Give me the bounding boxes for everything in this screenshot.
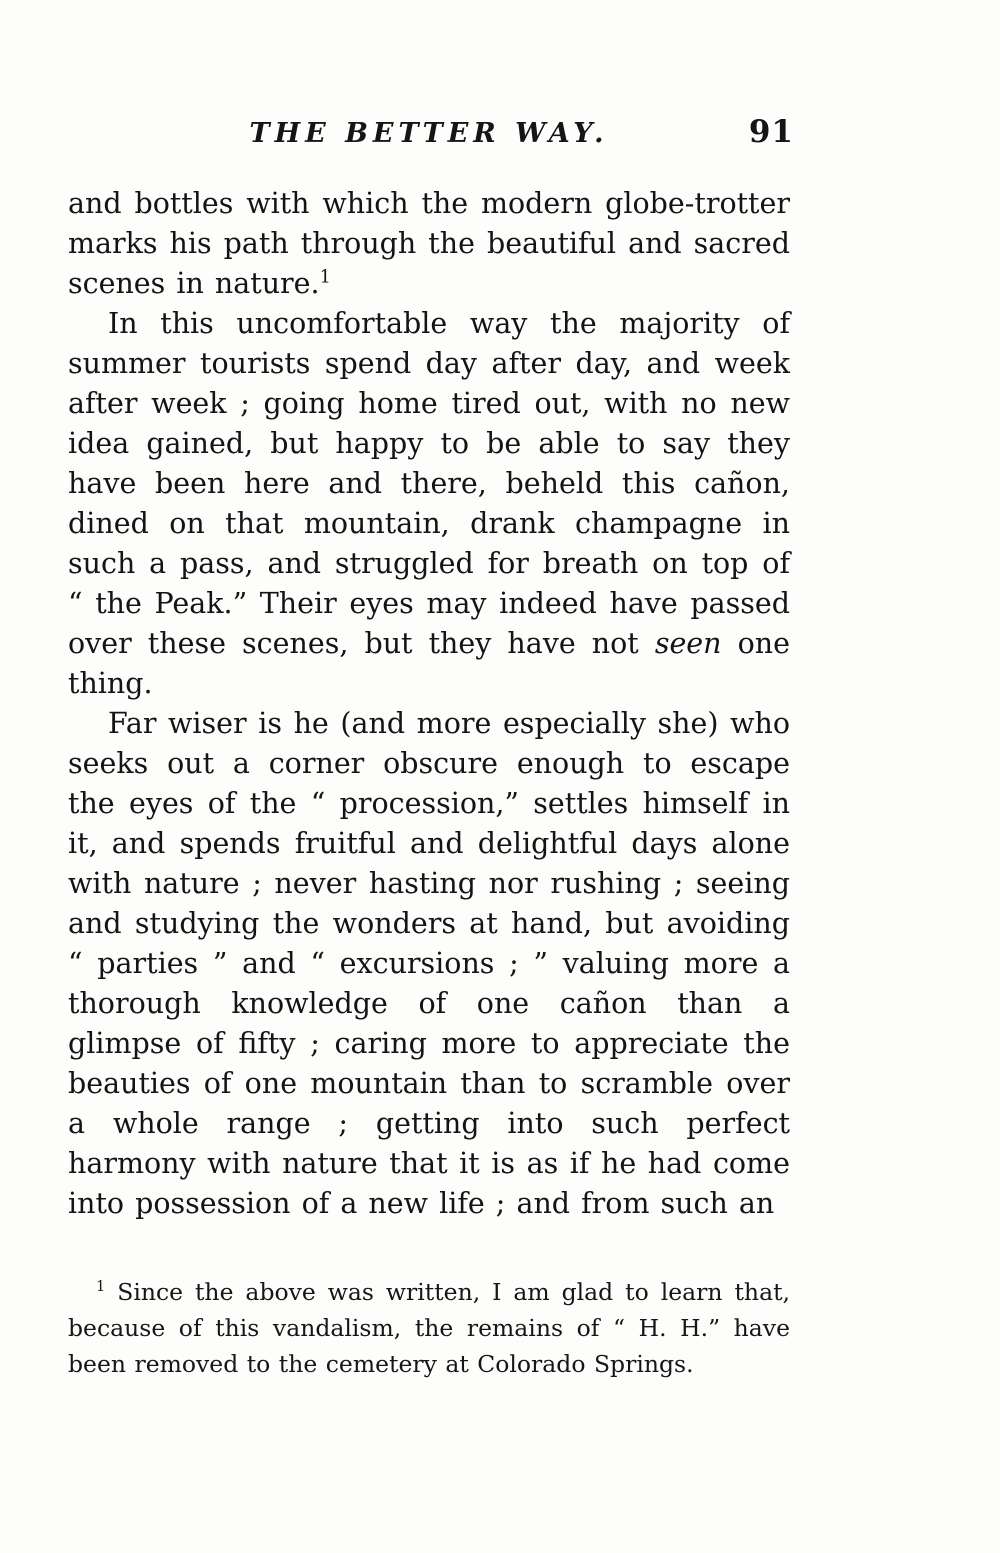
paragraph-continuation: and bottles with which the modern globe-trotter marks his path through the beautiful and sacred scenes in nature.$^1$: [68, 187, 790, 300]
paragraph-uncomfortable-way: In this uncomfortable way the majority of summer tourists spend day after day, and week after week ; going home tired out, with no new idea gained, but happy to be able to say they have been here and there, beheld this cañon, dined on that mountain, drank champagne in such a pass, and struggled for breath on top of “ the Peak.” Their eyes may indeed have passed over these scenes, but they have not seen one thing.: [68, 307, 790, 700]
footnote: [68, 1274, 790, 1382]
body-text: [68, 184, 790, 1224]
text-column: [68, 114, 794, 1382]
page-number: 91: [748, 114, 794, 150]
running-head-title: THE BETTER WAY.: [249, 118, 609, 149]
running-head: [68, 114, 794, 162]
paragraph-far-wiser: Far wiser is he (and more especially she) who seeks out a corner obscure enough to escape the eyes of the “ procession,” settles himself in it, and spends fruitful and delightful days alone with nature ; never hasting nor rushing ; seeing and studying the wonders at hand, but avoiding “ parties ” and “ excursions ; ” valuing more a thorough knowledge of one cañon than a glimpse of fifty ; caring more to appreciate the beauties of one mountain than to scramble over a whole range ; getting into such perfect harmony with nature that it is as if he had come into possession of a new life ; and from such an: [68, 707, 790, 1220]
footnote-text: $^1$ Since the above was written, I am glad to learn that, because of this vandalism, the remains of “ H. H.” have been removed to the cemetery at Colorado Springs.: [68, 1278, 790, 1378]
